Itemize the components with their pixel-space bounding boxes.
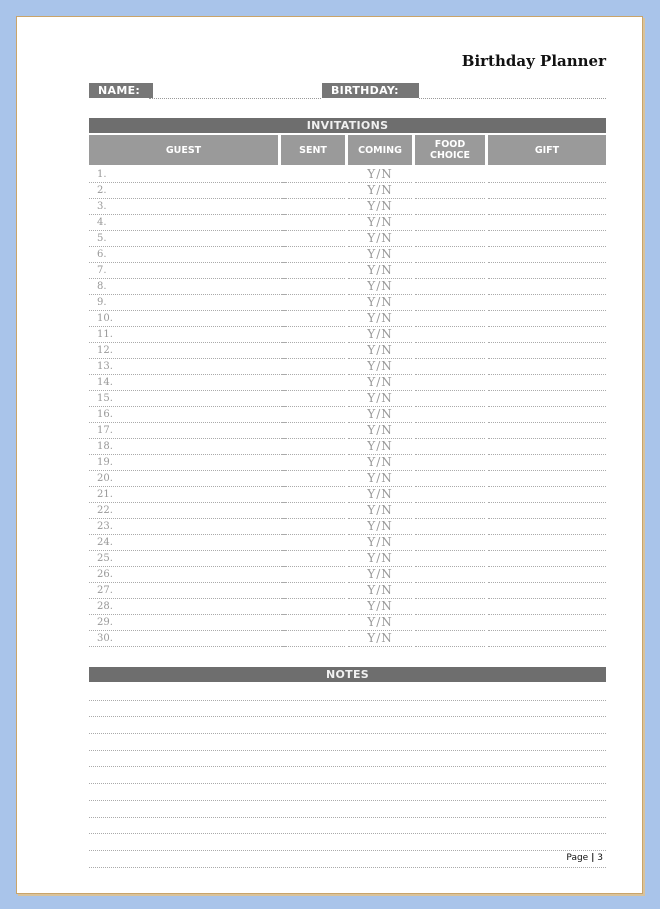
note-line[interactable] <box>89 801 606 818</box>
birthday-label: BIRTHDAY: <box>322 83 419 98</box>
coming-cell[interactable]: Y/N <box>348 183 412 199</box>
column-header-food-choice: FOOD CHOICE <box>415 135 485 165</box>
coming-cell[interactable]: Y/N <box>348 359 412 375</box>
gift-cell[interactable] <box>488 247 606 263</box>
table-row <box>89 199 606 215</box>
guest-cell[interactable]: 26. <box>89 567 286 583</box>
coming-cell[interactable]: Y/N <box>348 215 412 231</box>
food-choice-cell[interactable] <box>415 615 485 631</box>
gift-cell[interactable] <box>488 583 606 599</box>
sent-cell[interactable] <box>281 599 345 615</box>
gift-cell[interactable] <box>488 183 606 199</box>
birthday-field-line[interactable] <box>419 98 606 99</box>
page-title: Birthday Planner <box>461 52 606 70</box>
table-row <box>89 215 606 231</box>
table-row <box>89 247 606 263</box>
food-choice-cell[interactable] <box>415 311 485 327</box>
invitations-table-body <box>89 167 606 647</box>
coming-cell[interactable]: Y/N <box>348 247 412 263</box>
table-row <box>89 567 606 583</box>
coming-cell[interactable]: Y/N <box>348 167 412 183</box>
coming-cell[interactable]: Y/N <box>348 311 412 327</box>
food-choice-cell[interactable] <box>415 439 485 455</box>
note-line[interactable] <box>89 717 606 734</box>
guest-cell[interactable]: 19. <box>89 455 286 471</box>
sent-cell[interactable] <box>281 583 345 599</box>
guest-cell[interactable]: 5. <box>89 231 286 247</box>
coming-cell[interactable]: Y/N <box>348 503 412 519</box>
invitations-section-header: INVITATIONS <box>89 118 606 133</box>
gift-cell[interactable] <box>488 455 606 471</box>
gift-cell[interactable] <box>488 551 606 567</box>
note-line[interactable] <box>89 818 606 835</box>
table-row <box>89 343 606 359</box>
sent-cell[interactable] <box>281 503 345 519</box>
sent-cell[interactable] <box>281 295 345 311</box>
gift-cell[interactable] <box>488 375 606 391</box>
gift-cell[interactable] <box>488 615 606 631</box>
sent-cell[interactable] <box>281 231 345 247</box>
food-choice-cell[interactable] <box>415 567 485 583</box>
guest-cell[interactable]: 21. <box>89 487 286 503</box>
food-choice-cell[interactable] <box>415 199 485 215</box>
gift-cell[interactable] <box>488 311 606 327</box>
sent-cell[interactable] <box>281 279 345 295</box>
coming-cell[interactable]: Y/N <box>348 551 412 567</box>
sent-cell[interactable] <box>281 247 345 263</box>
sent-cell[interactable] <box>281 615 345 631</box>
coming-cell[interactable]: Y/N <box>348 631 412 647</box>
coming-cell[interactable]: Y/N <box>348 279 412 295</box>
gift-cell[interactable] <box>488 279 606 295</box>
table-row <box>89 359 606 375</box>
gift-cell[interactable] <box>488 231 606 247</box>
page-footer <box>566 853 603 863</box>
table-row <box>89 535 606 551</box>
gift-cell[interactable] <box>488 423 606 439</box>
gift-cell[interactable] <box>488 263 606 279</box>
guest-cell[interactable]: 6. <box>89 247 286 263</box>
gift-cell[interactable] <box>488 503 606 519</box>
gift-cell[interactable] <box>488 327 606 343</box>
food-choice-cell[interactable] <box>415 503 485 519</box>
food-choice-cell[interactable] <box>415 423 485 439</box>
table-row <box>89 503 606 519</box>
table-row <box>89 519 606 535</box>
table-row <box>89 391 606 407</box>
table-row <box>89 455 606 471</box>
food-choice-cell[interactable] <box>415 247 485 263</box>
coming-cell[interactable]: Y/N <box>348 231 412 247</box>
sent-cell[interactable] <box>281 439 345 455</box>
sent-cell[interactable] <box>281 359 345 375</box>
table-row <box>89 583 606 599</box>
sent-cell[interactable] <box>281 343 345 359</box>
gift-cell[interactable] <box>488 199 606 215</box>
guest-cell[interactable]: 29. <box>89 615 286 631</box>
guest-cell[interactable]: 14. <box>89 375 286 391</box>
guest-cell[interactable]: 10. <box>89 311 286 327</box>
food-choice-cell[interactable] <box>415 375 485 391</box>
food-choice-cell[interactable] <box>415 631 485 647</box>
gift-cell[interactable] <box>488 471 606 487</box>
coming-cell[interactable]: Y/N <box>348 343 412 359</box>
sent-cell[interactable] <box>281 407 345 423</box>
invitations-table-header <box>89 135 606 165</box>
coming-cell[interactable]: Y/N <box>348 263 412 279</box>
guest-cell[interactable]: 8. <box>89 279 286 295</box>
sent-cell[interactable] <box>281 519 345 535</box>
food-choice-cell[interactable] <box>415 263 485 279</box>
food-choice-cell[interactable] <box>415 215 485 231</box>
food-choice-cell[interactable] <box>415 279 485 295</box>
table-row <box>89 183 606 199</box>
coming-cell[interactable]: Y/N <box>348 535 412 551</box>
coming-cell[interactable]: Y/N <box>348 583 412 599</box>
table-row <box>89 231 606 247</box>
coming-cell[interactable]: Y/N <box>348 327 412 343</box>
page-label: Page <box>566 853 589 863</box>
gift-cell[interactable] <box>488 599 606 615</box>
coming-cell[interactable]: Y/N <box>348 407 412 423</box>
coming-cell[interactable]: Y/N <box>348 391 412 407</box>
sent-cell[interactable] <box>281 263 345 279</box>
guest-cell[interactable]: 16. <box>89 407 286 423</box>
sent-cell[interactable] <box>281 423 345 439</box>
note-line[interactable] <box>89 767 606 784</box>
guest-cell[interactable]: 22. <box>89 503 286 519</box>
notes-lines <box>89 684 606 868</box>
table-row <box>89 167 606 183</box>
guest-cell[interactable]: 28. <box>89 599 286 615</box>
sent-cell[interactable] <box>281 215 345 231</box>
sent-cell[interactable] <box>281 199 345 215</box>
sent-cell[interactable] <box>281 327 345 343</box>
table-row <box>89 471 606 487</box>
sent-cell[interactable] <box>281 455 345 471</box>
sent-cell[interactable] <box>281 375 345 391</box>
gift-cell[interactable] <box>488 567 606 583</box>
note-line[interactable] <box>89 851 606 868</box>
guest-cell[interactable]: 25. <box>89 551 286 567</box>
note-line[interactable] <box>89 734 606 751</box>
food-choice-cell[interactable] <box>415 551 485 567</box>
gift-cell[interactable] <box>488 519 606 535</box>
coming-cell[interactable]: Y/N <box>348 455 412 471</box>
food-choice-cell[interactable] <box>415 535 485 551</box>
gift-cell[interactable] <box>488 343 606 359</box>
food-choice-cell[interactable] <box>415 471 485 487</box>
coming-cell[interactable]: Y/N <box>348 599 412 615</box>
coming-cell[interactable]: Y/N <box>348 423 412 439</box>
column-header-gift: GIFT <box>488 135 606 165</box>
column-header-sent: SENT <box>281 135 345 165</box>
food-choice-cell[interactable] <box>415 599 485 615</box>
coming-cell[interactable]: Y/N <box>348 615 412 631</box>
name-label: NAME: <box>89 83 153 98</box>
guest-cell[interactable]: 18. <box>89 439 286 455</box>
table-row <box>89 263 606 279</box>
guest-cell[interactable]: 20. <box>89 471 286 487</box>
note-line[interactable] <box>89 701 606 718</box>
gift-cell[interactable] <box>488 631 606 647</box>
sent-cell[interactable] <box>281 391 345 407</box>
sent-cell[interactable] <box>281 183 345 199</box>
table-row <box>89 375 606 391</box>
sent-cell[interactable] <box>281 471 345 487</box>
food-choice-cell[interactable] <box>415 519 485 535</box>
guest-cell[interactable]: 7. <box>89 263 286 279</box>
guest-cell[interactable]: 30. <box>89 631 286 647</box>
guest-cell[interactable]: 13. <box>89 359 286 375</box>
page-separator: | <box>591 853 595 863</box>
name-field-line[interactable] <box>149 98 321 99</box>
notes-section-header: NOTES <box>89 667 606 682</box>
table-row <box>89 311 606 327</box>
coming-cell[interactable]: Y/N <box>348 439 412 455</box>
gift-cell[interactable] <box>488 167 606 183</box>
sent-cell[interactable] <box>281 631 345 647</box>
guest-cell[interactable]: 15. <box>89 391 286 407</box>
food-choice-cell[interactable] <box>415 167 485 183</box>
guest-cell[interactable]: 4. <box>89 215 286 231</box>
coming-cell[interactable]: Y/N <box>348 567 412 583</box>
coming-cell[interactable]: Y/N <box>348 519 412 535</box>
food-choice-cell[interactable] <box>415 359 485 375</box>
note-line[interactable] <box>89 751 606 768</box>
note-line[interactable] <box>89 834 606 851</box>
guest-cell[interactable]: 24. <box>89 535 286 551</box>
table-row <box>89 487 606 503</box>
guest-cell[interactable]: 11. <box>89 327 286 343</box>
guest-cell[interactable]: 12. <box>89 343 286 359</box>
coming-cell[interactable]: Y/N <box>348 471 412 487</box>
note-line[interactable] <box>89 784 606 801</box>
gift-cell[interactable] <box>488 487 606 503</box>
planner-page <box>16 16 643 894</box>
table-row <box>89 423 606 439</box>
column-header-coming: COMING <box>348 135 412 165</box>
food-choice-cell[interactable] <box>415 487 485 503</box>
gift-cell[interactable] <box>488 439 606 455</box>
gift-cell[interactable] <box>488 295 606 311</box>
sent-cell[interactable] <box>281 487 345 503</box>
table-row <box>89 407 606 423</box>
sent-cell[interactable] <box>281 311 345 327</box>
table-row <box>89 439 606 455</box>
food-choice-cell[interactable] <box>415 295 485 311</box>
guest-cell[interactable]: 3. <box>89 199 286 215</box>
food-choice-cell[interactable] <box>415 343 485 359</box>
sent-cell[interactable] <box>281 535 345 551</box>
food-choice-cell[interactable] <box>415 231 485 247</box>
coming-cell[interactable]: Y/N <box>348 295 412 311</box>
sent-cell[interactable] <box>281 551 345 567</box>
food-choice-cell[interactable] <box>415 583 485 599</box>
gift-cell[interactable] <box>488 391 606 407</box>
table-row <box>89 615 606 631</box>
guest-cell[interactable]: 9. <box>89 295 286 311</box>
sent-cell[interactable] <box>281 167 345 183</box>
guest-cell[interactable]: 2. <box>89 183 286 199</box>
food-choice-cell[interactable] <box>415 391 485 407</box>
coming-cell[interactable]: Y/N <box>348 375 412 391</box>
coming-cell[interactable]: Y/N <box>348 199 412 215</box>
guest-cell[interactable]: 17. <box>89 423 286 439</box>
coming-cell[interactable]: Y/N <box>348 487 412 503</box>
table-row <box>89 631 606 647</box>
food-choice-cell[interactable] <box>415 455 485 471</box>
table-row <box>89 551 606 567</box>
sent-cell[interactable] <box>281 567 345 583</box>
guest-cell[interactable]: 23. <box>89 519 286 535</box>
page-number: 3 <box>597 853 603 863</box>
food-choice-cell[interactable] <box>415 407 485 423</box>
table-row <box>89 599 606 615</box>
food-choice-cell[interactable] <box>415 183 485 199</box>
guest-cell[interactable]: 27. <box>89 583 286 599</box>
gift-cell[interactable] <box>488 407 606 423</box>
table-row <box>89 279 606 295</box>
gift-cell[interactable] <box>488 535 606 551</box>
note-line[interactable] <box>89 684 606 701</box>
guest-cell[interactable]: 1. <box>89 167 286 183</box>
table-row <box>89 295 606 311</box>
table-row <box>89 327 606 343</box>
column-header-guest: GUEST <box>89 135 278 165</box>
gift-cell[interactable] <box>488 215 606 231</box>
food-choice-cell[interactable] <box>415 327 485 343</box>
gift-cell[interactable] <box>488 359 606 375</box>
